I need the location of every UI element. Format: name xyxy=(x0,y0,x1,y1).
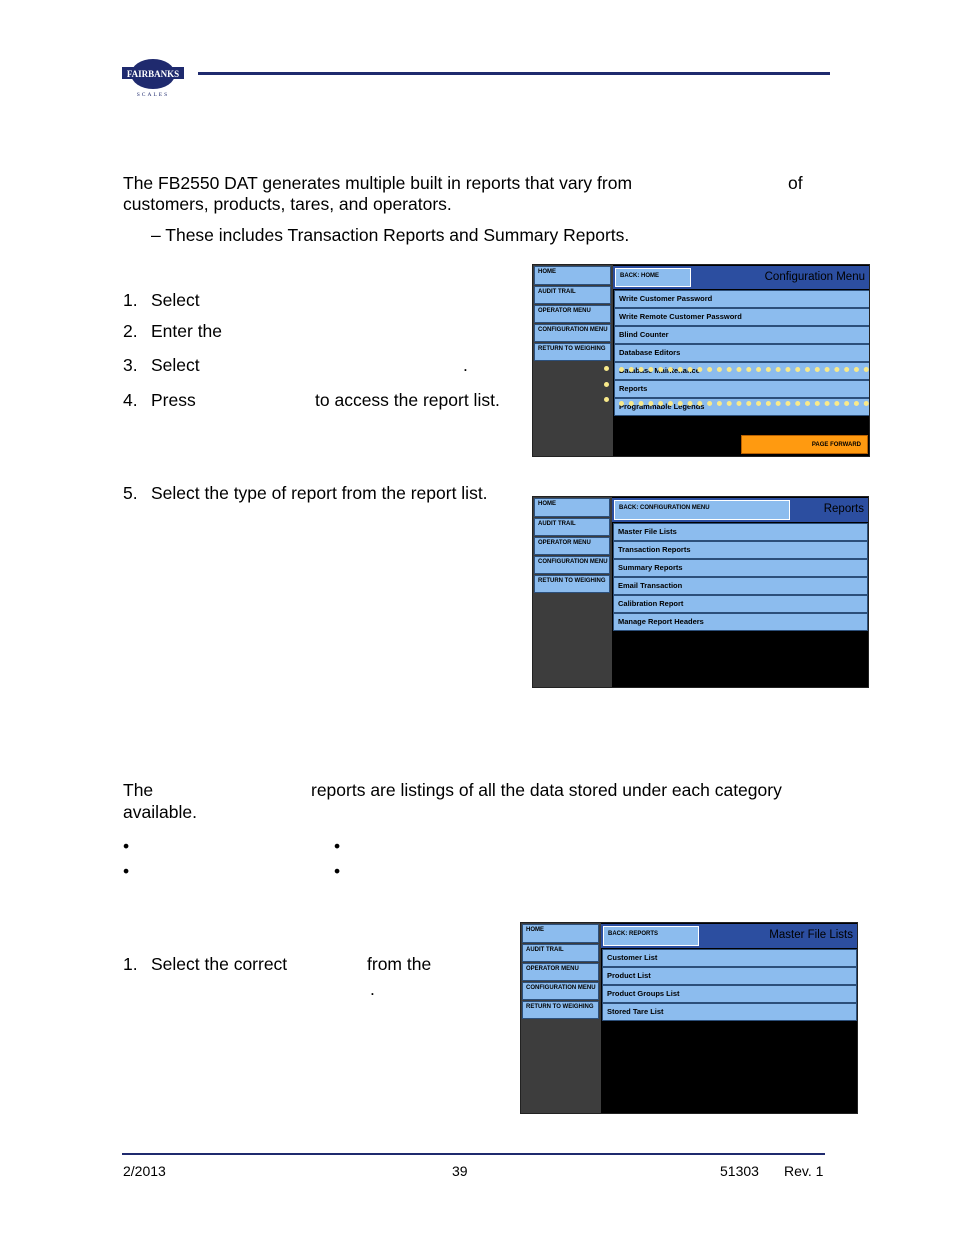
highlight-dotted-line xyxy=(619,367,869,372)
sidebar-return-to-weighing-button[interactable]: RETURN TO WEIGHING xyxy=(534,575,610,593)
footer-page-number: 39 xyxy=(452,1163,468,1179)
screen-title: Master File Lists xyxy=(769,929,853,941)
step-3-num: 3. xyxy=(123,355,138,375)
step-b1-num: 1. xyxy=(123,954,138,974)
menu-database-maintenance[interactable]: Database Maintenance xyxy=(614,362,870,380)
highlight-dotted-line xyxy=(619,401,869,406)
menu-programmable-legends[interactable]: Programmable Legends xyxy=(614,398,870,416)
footer-doc-number: 51303 xyxy=(720,1163,759,1179)
sidebar-home-button[interactable]: HOME xyxy=(522,924,599,943)
menu-master-file-lists[interactable]: Master File Lists xyxy=(613,523,868,541)
sidebar-configuration-menu-button[interactable]: CONFIGURATION MENU xyxy=(534,324,611,342)
logo-sub-text: SCALES xyxy=(136,92,170,98)
page-forward-button[interactable]: PAGE FORWARD xyxy=(741,435,868,454)
sidebar-operator-menu-button[interactable]: OPERATOR MENU xyxy=(534,305,611,323)
back-configuration-menu-button[interactable]: BACK: CONFIGURATION MENU xyxy=(614,500,790,520)
menu-summary-reports[interactable]: Summary Reports xyxy=(613,559,868,577)
sidebar-return-to-weighing-button[interactable]: RETURN TO WEIGHING xyxy=(534,343,611,361)
sidebar-audit-trail-button[interactable]: AUDIT TRAIL xyxy=(522,944,599,962)
intro-line1a: The FB2550 DAT generates multiple built in reports that vary from xyxy=(123,173,633,193)
sidebar-home-button[interactable]: HOME xyxy=(534,266,611,285)
master-bullet: • xyxy=(123,861,130,881)
sidebar-audit-trail-button[interactable]: AUDIT TRAIL xyxy=(534,286,611,304)
step-b1-tail: . xyxy=(370,979,375,999)
screen-title: Reports xyxy=(823,503,864,515)
highlight-dot xyxy=(604,397,609,402)
back-home-button[interactable]: BACK: HOME xyxy=(615,268,691,287)
sidebar-audit-trail-button[interactable]: AUDIT TRAIL xyxy=(534,518,610,536)
menu-product-groups-list[interactable]: Product Groups List xyxy=(602,985,857,1003)
step-5-num: 5. xyxy=(123,483,138,503)
sidebar-operator-menu-button[interactable]: OPERATOR MENU xyxy=(534,537,610,555)
master-line1a: The xyxy=(123,780,154,800)
menu-transaction-reports[interactable]: Transaction Reports xyxy=(613,541,868,559)
sidebar-operator-menu-button[interactable]: OPERATOR MENU xyxy=(522,963,599,981)
footer-revision: Rev. 1 xyxy=(784,1163,824,1179)
menu-blind-counter[interactable]: Blind Counter xyxy=(614,326,870,344)
highlight-dot xyxy=(604,366,609,371)
back-reports-button[interactable]: BACK: REPORTS xyxy=(603,926,699,946)
menu-email-transaction[interactable]: Email Transaction xyxy=(613,577,868,595)
master-line2: available. xyxy=(123,802,197,822)
header-rule xyxy=(198,72,830,75)
menu-customer-list[interactable]: Customer List xyxy=(602,949,857,967)
step-4-num: 4. xyxy=(123,390,138,410)
menu-write-remote-customer-password[interactable]: Write Remote Customer Password xyxy=(614,308,870,326)
step-b1-mid: from the xyxy=(367,954,432,974)
step-4-tail: to access the report list. xyxy=(315,390,500,410)
menu-calibration-report[interactable]: Calibration Report xyxy=(613,595,868,613)
configuration-menu-screen xyxy=(532,264,870,457)
sidebar-configuration-menu-button[interactable]: CONFIGURATION MENU xyxy=(522,982,599,1000)
footer-date: 2/2013 xyxy=(123,1163,166,1179)
sidebar-home-button[interactable]: HOME xyxy=(534,498,610,517)
logo-text: FAIRBANKS xyxy=(126,69,180,79)
intro-bullet: – These includes Transaction Reports and Summary Reports. xyxy=(151,225,630,245)
menu-reports[interactable]: Reports xyxy=(614,380,870,398)
menu-product-list[interactable]: Product List xyxy=(602,967,857,985)
intro-line1b: of xyxy=(788,173,803,193)
menu-write-customer-password[interactable]: Write Customer Password xyxy=(614,290,870,308)
master-file-lists-screen xyxy=(520,922,858,1114)
sidebar-configuration-menu-button[interactable]: CONFIGURATION MENU xyxy=(534,556,610,574)
step-3-text: Select xyxy=(151,355,200,375)
step-2-num: 2. xyxy=(123,321,138,341)
step-b1-text: Select the correct xyxy=(151,954,288,974)
menu-stored-tare-list[interactable]: Stored Tare List xyxy=(602,1003,857,1021)
step-2-text: Enter the xyxy=(151,321,223,341)
master-bullet: • xyxy=(123,836,130,856)
menu-database-editors[interactable]: Database Editors xyxy=(614,344,870,362)
step-1-text: Select xyxy=(151,290,200,310)
step-1-num: 1. xyxy=(123,290,138,310)
fairbanks-logo xyxy=(122,54,184,98)
master-bullet: • xyxy=(334,861,341,881)
intro-line2: customers, products, tares, and operators. xyxy=(123,194,452,214)
reports-screen xyxy=(532,496,869,688)
footer-rule xyxy=(122,1153,825,1155)
screen-title: Configuration Menu xyxy=(764,271,865,283)
sidebar-return-to-weighing-button[interactable]: RETURN TO WEIGHING xyxy=(522,1001,599,1019)
menu-manage-report-headers[interactable]: Manage Report Headers xyxy=(613,613,868,631)
step-4-text: Press xyxy=(151,390,196,410)
step-3-tail: . xyxy=(463,355,468,375)
master-line1b: reports are listings of all the data stored under each category xyxy=(311,780,782,800)
step-5-text: Select the type of report from the report list. xyxy=(151,483,488,503)
highlight-dot xyxy=(604,382,609,387)
master-bullet: • xyxy=(334,836,341,856)
